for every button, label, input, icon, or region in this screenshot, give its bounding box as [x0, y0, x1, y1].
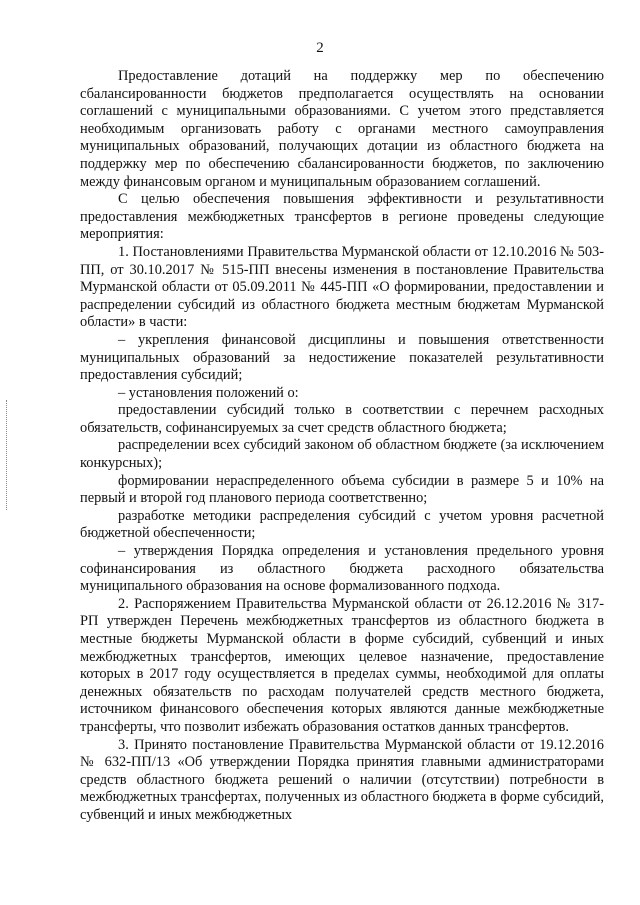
paragraph-subsidy-agreements: Предоставление дотаций на поддержку мер по обеспечению сбалансированности бюджетов предполагается осуществлять на основании соглашений с муниципальными образованиями. С учетом этого представляется необходимым организовать работу с органами местного самоуправления муниципальных образований, получающих дотации из областного бюджета на поддержку мер по обеспечению сбалансированности бюджетов, по заключению между финансовым органом и муниципальным образованием соглашений. [80, 68, 604, 190]
bullet-cofinancing-order: – утверждения Порядка определения и установления предельного уровня софинансирования из областного бюджета расходного обязательства муниципального образования на основе формализованного подхода. [80, 543, 604, 595]
document-body [80, 68, 604, 825]
bullet-provisions: – установления положений о: [118, 384, 299, 401]
paragraph-measures-intro: С целью обеспечения повышения эффективности и результативности предоставления межбюджетных трансфертов в регионе проведены следующие мероприятия: [80, 191, 604, 243]
bullet-financial-discipline: – укрепления финансовой дисциплины и повышения ответственности муниципальных образований за недостижение показателей результативности предоставления субсидий; [80, 331, 604, 384]
paragraph-item-1: 1. Постановлениями Правительства Мурманской области от 12.10.2016 № 503-ПП, от 30.10.2017 № 515-ПП внесены изменения в постановление Правительства Мурманской области от 05.09.2011 № 445-ПП «О формировании, предоставлении и распределении субсидий из областного бюджета местным бюджетам Мурманской области» в части: [80, 243, 604, 331]
paragraph-methodology: разработке методики распределения субсидий с учетом уровня расчетной бюджетной обеспеченности; [80, 507, 604, 542]
paragraph-distribution-law: распределении всех субсидий законом об областном бюджете (за исключением конкурсных); [80, 437, 604, 472]
paragraph-item-3: 3. Принято постановление Правительства Мурманской области от 19.12.2016 № 632-ПП/13 «Об утверждении Порядка принятия главными администраторами средств областного бюджета решений о наличии (отсутствии) потребности в межбюджетных трансфертах, полученных из областного бюджета в форме субсидий, субвенций и иных межбюджетных [80, 736, 604, 823]
paragraph-provision-list: предоставлении субсидий только в соответствии с перечнем расходных обязательств, софинансируемых за счет средств областного бюджета; [80, 402, 604, 436]
paragraph-unallocated-volume: формировании нераспределенного объема субсидии в размере 5 и 10% на первый и второй год планового периода соответственно; [80, 472, 604, 507]
scan-margin-mark [6, 400, 11, 510]
paragraph-item-2: 2. Распоряжением Правительства Мурманской области от 26.12.2016 № 317-РП утвержден Перечень межбюджетных трансфертов из областного бюджета в местные бюджеты Мурманской области в форме субсидий, субвенций и иных межбюджетных трансфертов, имеющих целевое назначение, предоставление которых в 2017 году осуществляется в пределах суммы, необходимой для оплаты денежных обязательств по расходам получателей средств местного бюджета, источником финансового обеспечения которых являются данные межбюджетные трансферты, что позволит избежать образования остатков данных трансфертов. [80, 595, 604, 735]
page-number: 2 [316, 40, 324, 56]
